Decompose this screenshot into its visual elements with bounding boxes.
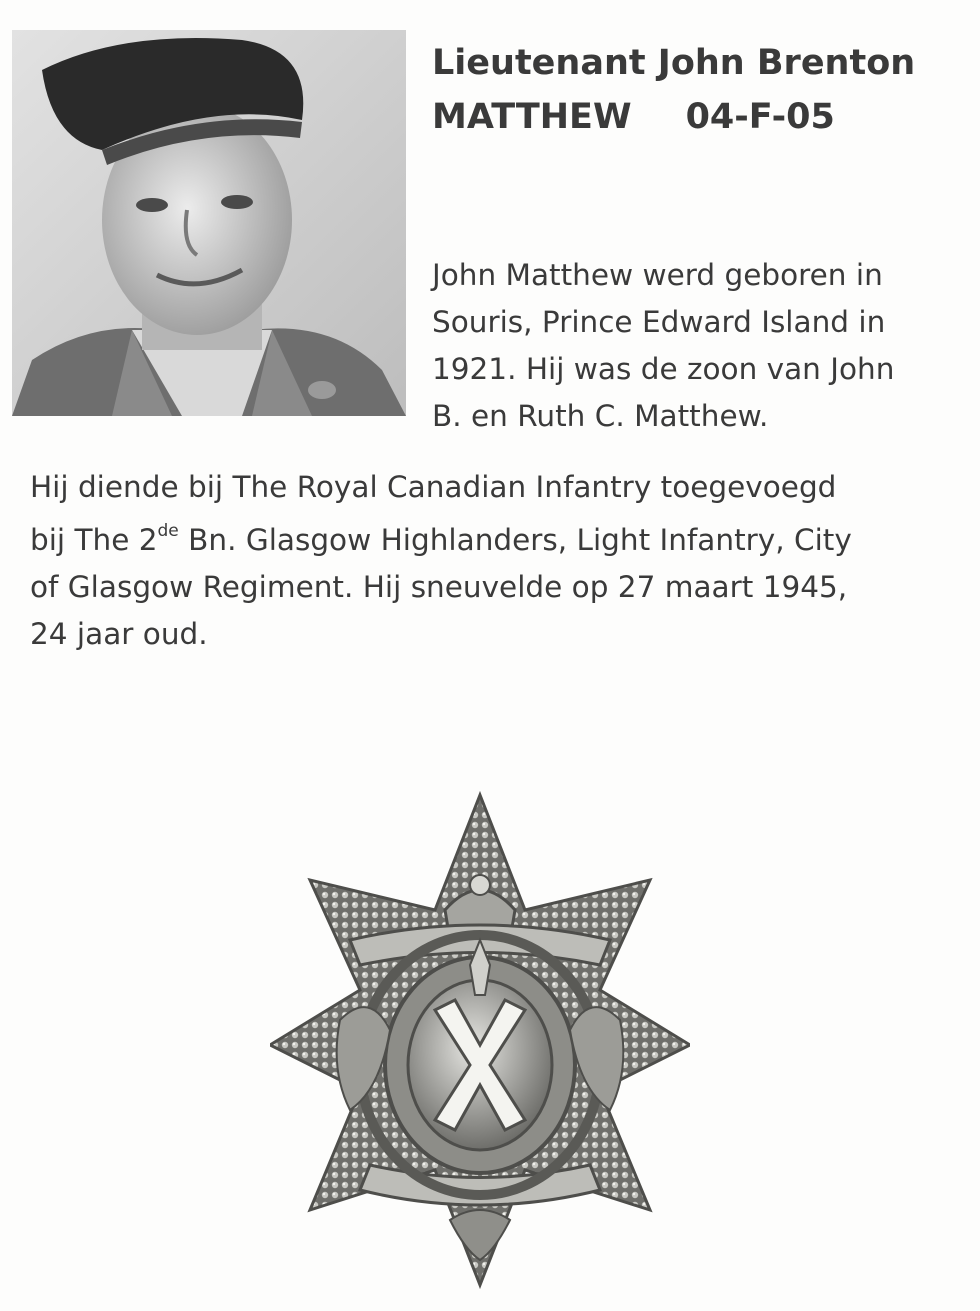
intro-line: B. en Ruth C. Matthew. [432, 399, 769, 433]
service-line-text: bij The 2 [30, 522, 158, 557]
intro-line: John Matthew werd geboren in [432, 258, 883, 292]
regimental-cap-badge-image [270, 790, 690, 1290]
service-line [30, 511, 975, 564]
intro-line: Souris, Prince Edward Island in [432, 305, 886, 339]
service-line: of Glasgow Regiment. Hij sneuvelde op 27 maart 1945, [30, 569, 848, 604]
title-surname: MATTHEW [432, 97, 632, 137]
intro-line: 1921. Hij was de zoon van John [432, 352, 895, 386]
title-rank-name: Lieutenant John Brenton [432, 43, 916, 83]
ordinal-superscript: de [157, 521, 179, 541]
page-title [432, 36, 977, 144]
service-line-text: Bn. Glasgow Highlanders, Light Infantry, City [178, 522, 852, 557]
service-line: Hij diende bij The Royal Canadian Infantry toegevoegd [30, 470, 837, 504]
service-paragraph [30, 464, 975, 658]
grave-number: 04-F-05 [685, 97, 835, 137]
service-line: 24 jaar oud. [30, 616, 208, 651]
soldier-portrait-photo [12, 30, 406, 416]
intro-paragraph [432, 252, 977, 440]
